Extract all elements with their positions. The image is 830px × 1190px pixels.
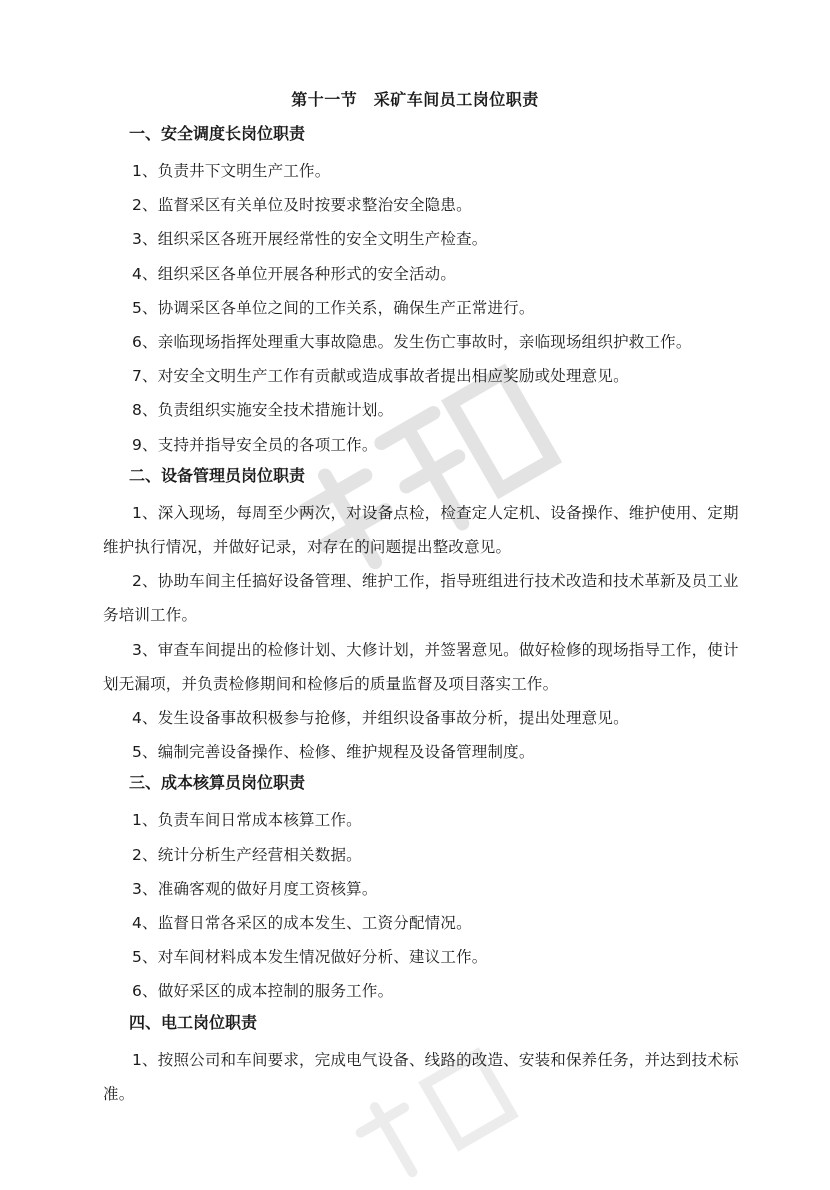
list-item: 2、监督采区有关单位及时按要求整治安全隐患。 bbox=[132, 196, 472, 215]
list-item: 1、按照公司和车间要求，完成电气设备、线路的改造、安装和保养任务，并达到技术标准。 bbox=[103, 1050, 739, 1103]
document-body bbox=[103, 120, 753, 1111]
section-heading: 四、电工岗位职责 bbox=[129, 1012, 258, 1032]
list-item: 2、统计分析生产经营相关数据。 bbox=[132, 845, 362, 864]
list-item: 3、准确客观的做好月度工资核算。 bbox=[132, 879, 378, 898]
list-item: 2、协助车间主任搞好设备管理、维护工作，指导班组进行技术改造和技术革新及员工业务培训工作。 bbox=[103, 572, 739, 625]
section-heading: 三、成本核算员岗位职责 bbox=[129, 773, 306, 793]
list-item: 1、深入现场，每周至少两次，对设备点检，检查定人定机、设备操作、维护使用、定期维护执行情况，并做好记录，对存在的问题提出整改意见。 bbox=[103, 503, 739, 557]
list-item: 6、亲临现场指挥处理重大事故隐患。发生伤亡事故时，亲临现场组织护救工作。 bbox=[132, 333, 692, 352]
list-item: 5、对车间材料成本发生情况做好分析、建议工作。 bbox=[132, 948, 488, 967]
list-item: 1、负责井下文明生产工作。 bbox=[132, 162, 331, 180]
section-heading: 二、设备管理员岗位职责 bbox=[129, 465, 306, 485]
list-item: 4、组织采区各单位开展各种形式的安全活动。 bbox=[132, 264, 457, 283]
list-item: 4、发生设备事故积极参与抢修，并组织设备事故分析，提出处理意见。 bbox=[132, 709, 629, 728]
list-item: 1、负责车间日常成本核算工作。 bbox=[132, 811, 362, 830]
list-item: 6、做好采区的成本控制的服务工作。 bbox=[132, 982, 394, 1001]
list-item: 9、支持并指导安全员的各项工作。 bbox=[132, 435, 378, 454]
section-heading: 一、安全调度长岗位职责 bbox=[129, 124, 306, 143]
list-item: 8、负责组织实施安全技术措施计划。 bbox=[132, 401, 394, 420]
page-title: 第十一节 采矿车间员工岗位职责 bbox=[291, 90, 539, 109]
list-item: 3、组织采区各班开展经常性的安全文明生产检查。 bbox=[132, 230, 488, 249]
list-item: 5、编制完善设备操作、检修、维护规程及设备管理制度。 bbox=[132, 743, 535, 762]
list-item: 3、审查车间提出的检修计划、大修计划，并签署意见。做好检修的现场指导工作，使计划无漏项，并负责检修期间和检修后的质量监督及项目落实工作。 bbox=[103, 640, 739, 693]
list-item: 5、协调采区各单位之间的工作关系，确保生产正常进行。 bbox=[132, 298, 535, 317]
list-item: 4、监督日常各采区的成本发生、工资分配情况。 bbox=[132, 914, 472, 933]
list-item: 7、对安全文明生产工作有贡献或造成事故者提出相应奖励或处理意见。 bbox=[132, 367, 629, 386]
